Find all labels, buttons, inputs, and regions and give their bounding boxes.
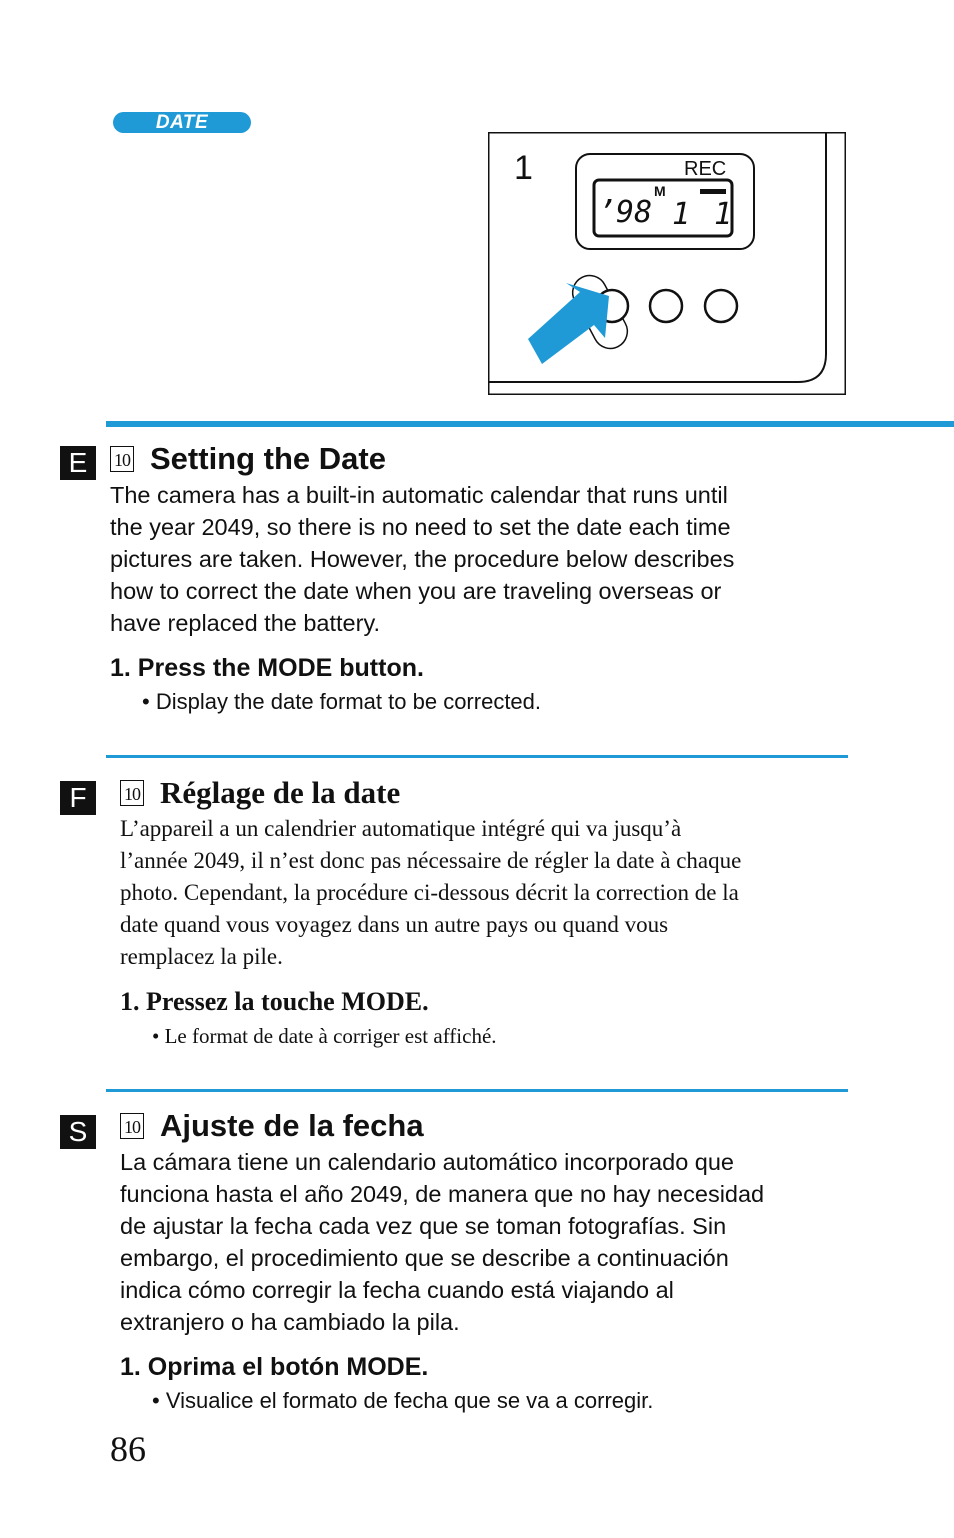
english-step: 1. Press the MODE button. [110,654,424,682]
lcd-year: ’98 [598,195,653,230]
english-title: Setting the Date [150,441,386,476]
language-marker-spanish: S [60,1115,96,1149]
spanish-body: La cámara tiene un calendario automático incorporado que funciona hasta el año 2049, de manera que no hay necesidad de ajustar la fecha cada vez que se toman fotografías. Sin embargo, el procedimiento que se describe a continuación indica cómo corregir la fecha cuando está viajando al extranjero o ha cambiado la pila. [120,1149,765,1335]
french-divider [106,755,848,758]
english-divider [106,421,954,427]
english-bullet: • Display the date format to be corrected. [142,689,542,714]
spanish-bullet: • Visualice el formato de fecha que se va a corregir. [152,1388,654,1413]
language-marker-french: F [60,781,96,815]
french-body: L’appareil a un calendrier automatique intégré qui va jusqu’à l’année 2049, il n’est donc pas nécessaire de régler la date à chaque photo. Cependant, la procédure ci-dessous décrit la correction de la date quand vous voyagez dans un autre pays ou quand vous remplacez la pile. [120,816,742,969]
page-number: 86 [110,1429,146,1469]
third-button [705,290,737,322]
french-step: 1. Pressez la touche MODE. [120,987,429,1016]
set-button [650,290,682,322]
section-number: 10 [120,780,144,806]
language-marker-english: E [60,446,96,480]
french-title: Réglage de la date [160,775,401,810]
camera-illustration [488,132,846,395]
spanish-divider [106,1089,848,1092]
lcd-month: 1 [672,197,691,232]
section-number: 10 [110,446,134,472]
french-section [120,773,860,1051]
english-section [110,439,870,717]
section-number: 10 [120,1113,144,1139]
rec-label: REC [684,158,727,180]
lcd-day: 1 [714,197,733,232]
lcd-mode-indicator: M [654,183,666,199]
lcd-bar-indicator [700,189,726,194]
english-body: The camera has a built-in automatic calendar that runs until the year 2049, so there is no need to set the date each time pictures are taken. However, the procedure below describes how to correct the date when you are traveling overseas or have replaced the battery. [110,482,735,636]
figure-step-number: 1 [514,149,533,187]
french-bullet: • Le format de date à corriger est affiché. [152,1024,497,1048]
spanish-section [120,1106,860,1416]
spanish-step: 1. Oprima el botón MODE. [120,1353,429,1381]
spanish-title: Ajuste de la fecha [160,1108,424,1143]
date-section-tab: DATE [113,112,251,133]
